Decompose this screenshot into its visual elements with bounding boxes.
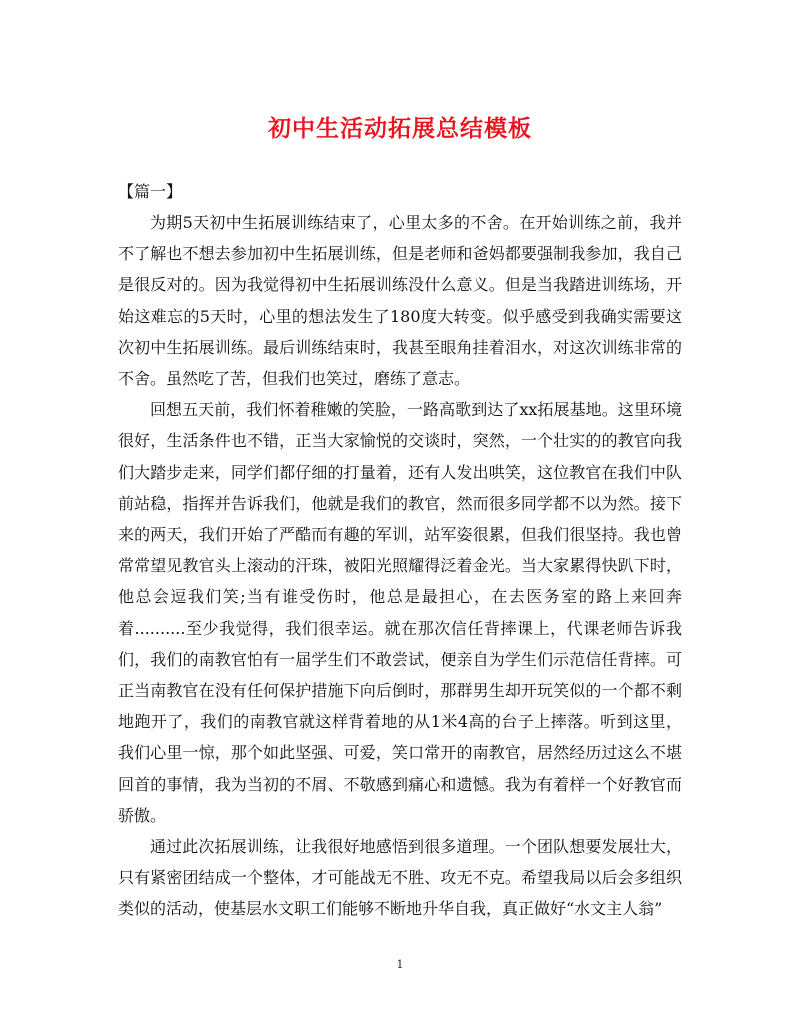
document-title: 初中生活动拓展总结模板 xyxy=(268,115,532,142)
page-number: 1 xyxy=(396,958,404,971)
paragraph-2: 回想五天前，我们怀着稚嫩的笑脸，一路高歌到达了xx拓展基地。这里环境很好，生活条件也不错，正当大家愉悦的交谈时，突然，一个壮实的的教官向我们大踏步走来，同学们都仔细的打量着，还有人发出哄笑，这位教官在我们中队前站稳，指挥并告诉我们，他就是我们的教官，然而很多同学都不以为然。接下来的两天，我们开始了严酷而有趣的军训，站军姿很累，但我们很坚持。我也曾常常望见教官头上滚动的汗珠，被阳光照耀得泛着金光。当大家累得快趴下时，他总会逗我们笑;当有谁受伤时，他总是最担心，在去医务室的路上来回奔着..........至少我觉得，我们很幸运。就在那次信任背摔课上，代课老师告诉我们，我们的南教官怕有一届学生们不敢尝试，便亲自为学生们示范信任背摔。可正当南教官在没有任何保护措施下向后倒时，那群男生却开玩笑似的一个都不剩地跑开了，我们的南教官就这样背着地的从1米4高的台子上摔落。听到这里，我们心里一惊，那个如此坚强、可爱，笑口常开的南教官，居然经历过这么不堪回首的事情，我为当初的不屑、不敬感到痛心和遗憾。我为有着样一个好教官而骄傲。 xyxy=(118,400,682,825)
document-body xyxy=(118,207,682,925)
paragraph-3: 通过此次拓展训练，让我很好地感悟到很多道理。一个团队想要发展壮大，只有紧密团结成一个整体，才可能战无不胜、攻无不克。希望我局以后会多组织类似的活动，使基层水文职工们能够不断地升华自我，真正做好“水文主人翁” xyxy=(118,837,682,919)
section-label: 【篇一】 xyxy=(118,182,183,201)
paragraph-1: 为期5天初中生拓展训练结束了，心里太多的不舍。在开始训练之前，我并不了解也不想去参加初中生拓展训练，但是老师和爸妈都要强制我参加，我自己是很反对的。因为我觉得初中生拓展训练没什么意义。但是当我踏进训练场，开始这难忘的5天时，心里的想法发生了180度大转变。似乎感受到我确实需要这次初中生拓展训练。最后训练结束时，我甚至眼角挂着泪水，对这次训练非常的不舍。虽然吃了苦，但我们也笑过，磨练了意志。 xyxy=(118,213,682,389)
